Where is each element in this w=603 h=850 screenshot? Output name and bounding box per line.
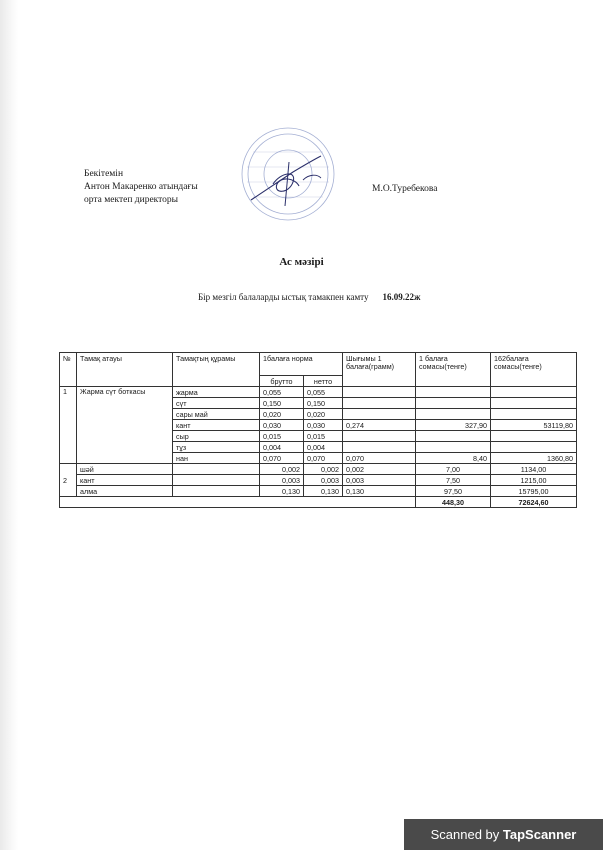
- subtitle-date: 16.09.22ж: [382, 292, 421, 302]
- cost162: 15795,00: [491, 486, 577, 497]
- subtitle-text: Бір мезгіл балаларды ыстық тамакпен камту: [198, 292, 369, 302]
- cost1: [416, 409, 491, 420]
- cost1: 7,50: [416, 475, 491, 486]
- netto: 0,020: [304, 409, 343, 420]
- cost162: [491, 431, 577, 442]
- brutto: 0,150: [260, 398, 304, 409]
- scanner-prefix: Scanned by: [430, 827, 503, 842]
- table-row: [60, 486, 577, 497]
- netto: 0,003: [304, 475, 343, 486]
- dish2-num: 2: [60, 464, 77, 497]
- menu-table: [59, 352, 577, 508]
- approval-line-1: Бекітемін: [84, 169, 124, 179]
- approval-line-3: орта мектеп директоры: [84, 195, 179, 205]
- brutto: 0,070: [260, 453, 304, 464]
- dish2-composition: [173, 464, 260, 475]
- total-blank: [60, 497, 416, 508]
- expense: 0,070: [343, 453, 416, 464]
- brutto: 0,055: [260, 387, 304, 398]
- ingredient: сыр: [173, 431, 260, 442]
- ingredient: сары май: [173, 409, 260, 420]
- total-cost162: 72624,60: [491, 497, 577, 508]
- cost1: 7,00: [416, 464, 491, 475]
- ingredient: нан: [173, 453, 260, 464]
- expense: [343, 431, 416, 442]
- header-brutto: брутто: [260, 376, 304, 387]
- ingredient: алма: [77, 486, 173, 497]
- dish2-composition: [173, 475, 260, 486]
- header-norm: 1балаға норма: [260, 353, 343, 376]
- cost162: [491, 442, 577, 453]
- netto: 0,002: [304, 464, 343, 475]
- approval-block: [84, 168, 198, 207]
- cost1: 327,90: [416, 420, 491, 431]
- brutto: 0,002: [260, 464, 304, 475]
- cost1: [416, 398, 491, 409]
- table-row: [60, 387, 577, 398]
- brutto: 0,004: [260, 442, 304, 453]
- expense: [343, 387, 416, 398]
- expense: [343, 442, 416, 453]
- cost162: 53119,80: [491, 420, 577, 431]
- netto: 0,130: [304, 486, 343, 497]
- cost162: [491, 387, 577, 398]
- dish1-num: 1: [60, 387, 77, 464]
- scanner-watermark: [404, 819, 603, 850]
- expense: [343, 398, 416, 409]
- brutto: 0,003: [260, 475, 304, 486]
- header-composition: Тамақтың құрамы: [173, 353, 260, 387]
- cost1: 8,40: [416, 453, 491, 464]
- header-expense: Шығымы 1 балаға(грамм): [343, 353, 416, 387]
- netto: 0,015: [304, 431, 343, 442]
- expense: 0,274: [343, 420, 416, 431]
- expense: 0,130: [343, 486, 416, 497]
- cost1: [416, 431, 491, 442]
- page-title: Ас мәзірі: [279, 256, 324, 268]
- total-row: [60, 497, 577, 508]
- ingredient: кант: [77, 475, 173, 486]
- cost1: [416, 442, 491, 453]
- approval-line-2: Антон Макаренко атындағы: [84, 182, 198, 192]
- cost162: 1215,00: [491, 475, 577, 486]
- brutto: 0,030: [260, 420, 304, 431]
- subtitle: [198, 292, 421, 302]
- ingredient: шәй: [77, 464, 173, 475]
- ingredient: жарма: [173, 387, 260, 398]
- brutto: 0,020: [260, 409, 304, 420]
- dish2-composition: [173, 486, 260, 497]
- school-stamp-and-signature: [233, 122, 343, 227]
- table-row: [60, 464, 577, 475]
- netto: 0,030: [304, 420, 343, 431]
- netto: 0,070: [304, 453, 343, 464]
- scanner-brand: TapScanner: [502, 827, 577, 842]
- header-cost162: 162балаға сомасы(тенге): [491, 353, 577, 387]
- expense: [343, 409, 416, 420]
- cost1: [416, 387, 491, 398]
- total-cost1: 448,30: [416, 497, 491, 508]
- netto: 0,150: [304, 398, 343, 409]
- page-edge: [0, 0, 18, 850]
- ingredient: тұз: [173, 442, 260, 453]
- cost162: 1360,80: [491, 453, 577, 464]
- netto: 0,004: [304, 442, 343, 453]
- header-cost1: 1 балаға сомасы(тенге): [416, 353, 491, 387]
- cost162: 1134,00: [491, 464, 577, 475]
- header-netto: нетто: [304, 376, 343, 387]
- brutto: 0,015: [260, 431, 304, 442]
- expense: 0,003: [343, 475, 416, 486]
- director-name: М.О.Туребекова: [372, 184, 438, 194]
- dish1-name: Жарма сүт боткасы: [77, 387, 173, 464]
- ingredient: сүт: [173, 398, 260, 409]
- table-row: [60, 475, 577, 486]
- table-header-row: [60, 353, 577, 376]
- ingredient: кант: [173, 420, 260, 431]
- header-dish: Тамақ атауы: [77, 353, 173, 387]
- brutto: 0,130: [260, 486, 304, 497]
- header-num: №: [60, 353, 77, 387]
- expense: 0,002: [343, 464, 416, 475]
- cost1: 97,50: [416, 486, 491, 497]
- netto: 0,055: [304, 387, 343, 398]
- cost162: [491, 398, 577, 409]
- cost162: [491, 409, 577, 420]
